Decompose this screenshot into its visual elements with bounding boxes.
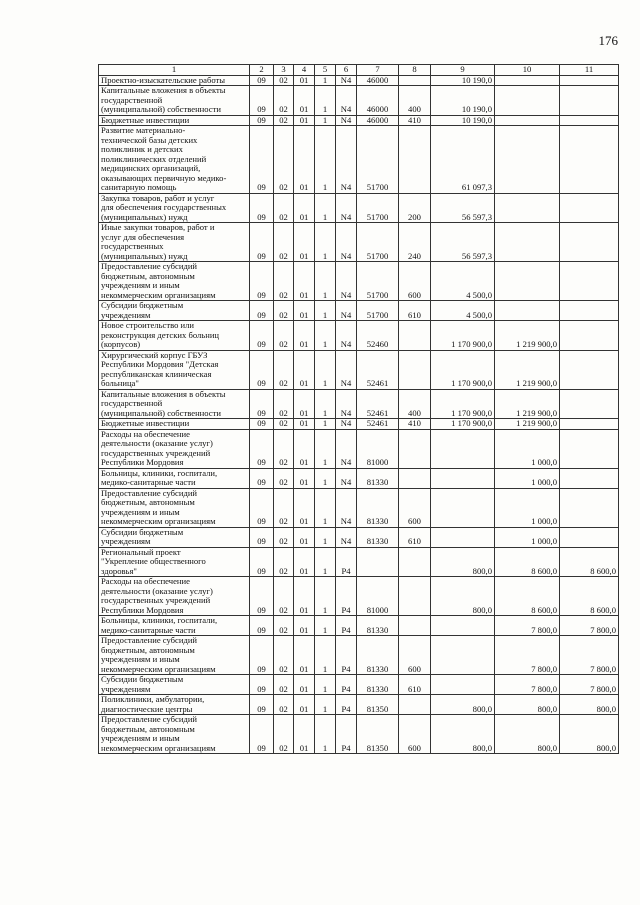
column-header: 7 (357, 65, 399, 76)
amount-col10-cell: 1 000,0 (495, 488, 560, 527)
column-header: 4 (294, 65, 315, 76)
program-cell: 01 (294, 547, 315, 577)
row-name-cell: Новое строительство или реконструкция детских больниц (корпусов) (99, 321, 250, 351)
column-header: 9 (431, 65, 495, 76)
row-name-cell: Бюджетные инвестиции (99, 419, 250, 430)
amount-col10-cell: 800,0 (495, 715, 560, 754)
section-cell: 09 (250, 321, 274, 351)
expense-type-cell (399, 126, 431, 194)
subprogram-cell: 1 (315, 675, 336, 695)
table-row (99, 223, 619, 262)
amount-col11-cell (560, 262, 619, 301)
subprogram-cell: 1 (315, 86, 336, 116)
amount-col10-cell: 1 219 900,0 (495, 321, 560, 351)
section-cell: 09 (250, 301, 274, 321)
amount-col10-cell (495, 193, 560, 223)
subprogram-cell: 1 (315, 321, 336, 351)
subsection-cell: 02 (274, 301, 294, 321)
project-cell: P4 (336, 695, 357, 715)
program-cell: 01 (294, 262, 315, 301)
amount-col10-cell: 7 800,0 (495, 675, 560, 695)
section-cell: 09 (250, 115, 274, 126)
section-cell: 09 (250, 126, 274, 194)
table-row (99, 636, 619, 675)
row-name-cell: Расходы на обеспечение деятельности (оказание услуг) государственных учреждений Республики Мордовия (99, 429, 250, 468)
project-cell: P4 (336, 547, 357, 577)
table-body (99, 75, 619, 754)
row-name-cell: Предоставление субсидий бюджетным, автономным учреждениям и иным некоммерческим организациям (99, 636, 250, 675)
table-row (99, 577, 619, 616)
row-name-cell: Капитальные вложения в объекты государственной (муниципальной) собственности (99, 389, 250, 419)
expense-type-cell: 400 (399, 86, 431, 116)
column-header: 1 (99, 65, 250, 76)
program-cell: 01 (294, 715, 315, 754)
amount-col9-cell (431, 636, 495, 675)
program-cell: 01 (294, 527, 315, 547)
column-header: 8 (399, 65, 431, 76)
amount-col11-cell (560, 193, 619, 223)
amount-col9-cell: 56 597,3 (431, 193, 495, 223)
expense-type-cell: 600 (399, 636, 431, 675)
subsection-cell: 02 (274, 616, 294, 636)
amount-col10-cell: 1 219 900,0 (495, 350, 560, 389)
target-code-cell: 81330 (357, 468, 399, 488)
row-name-cell: Предоставление субсидий бюджетным, автономным учреждениям и иным некоммерческим организациям (99, 262, 250, 301)
subsection-cell: 02 (274, 262, 294, 301)
section-cell: 09 (250, 223, 274, 262)
table-row (99, 419, 619, 430)
target-code-cell: 51700 (357, 193, 399, 223)
program-cell: 01 (294, 577, 315, 616)
amount-col9-cell (431, 429, 495, 468)
table-row (99, 262, 619, 301)
target-code-cell (357, 547, 399, 577)
amount-col9-cell (431, 468, 495, 488)
amount-col9-cell (431, 488, 495, 527)
amount-col11-cell (560, 429, 619, 468)
amount-col11-cell (560, 86, 619, 116)
target-code-cell: 81330 (357, 675, 399, 695)
subsection-cell: 02 (274, 577, 294, 616)
project-cell: N4 (336, 301, 357, 321)
subsection-cell: 02 (274, 193, 294, 223)
expense-type-cell: 600 (399, 262, 431, 301)
project-cell: N4 (336, 126, 357, 194)
section-cell: 09 (250, 616, 274, 636)
amount-col10-cell (495, 86, 560, 116)
project-cell: P4 (336, 577, 357, 616)
project-cell: P4 (336, 636, 357, 675)
project-cell: N4 (336, 262, 357, 301)
expense-type-cell (399, 350, 431, 389)
column-header: 6 (336, 65, 357, 76)
project-cell: N4 (336, 488, 357, 527)
amount-col11-cell: 800,0 (560, 695, 619, 715)
expense-type-cell: 410 (399, 419, 431, 430)
subprogram-cell: 1 (315, 126, 336, 194)
expense-type-cell: 400 (399, 389, 431, 419)
table-row (99, 547, 619, 577)
expense-type-cell (399, 321, 431, 351)
row-name-cell: Развитие материально- технической базы детских поликлиник и детских поликлинических отделений медицинских организаций, оказывающих первичную медико- санитарную помощь (99, 126, 250, 194)
table-row (99, 115, 619, 126)
subprogram-cell: 1 (315, 262, 336, 301)
subsection-cell: 02 (274, 419, 294, 430)
project-cell: N4 (336, 86, 357, 116)
amount-col9-cell: 1 170 900,0 (431, 321, 495, 351)
amount-col10-cell (495, 115, 560, 126)
program-cell: 01 (294, 301, 315, 321)
subsection-cell: 02 (274, 547, 294, 577)
amount-col9-cell: 1 170 900,0 (431, 389, 495, 419)
amount-col11-cell (560, 468, 619, 488)
table-row (99, 86, 619, 116)
target-code-cell: 52461 (357, 350, 399, 389)
amount-col10-cell (495, 75, 560, 86)
row-name-cell: Иные закупки товаров, работ и услуг для обеспечения государственных (муниципальных) нужд (99, 223, 250, 262)
target-code-cell: 81330 (357, 488, 399, 527)
row-name-cell: Расходы на обеспечение деятельности (оказание услуг) государственных учреждений Республики Мордовия (99, 577, 250, 616)
subsection-cell: 02 (274, 350, 294, 389)
row-name-cell: Хирургический корпус ГБУЗ Республики Мордовия "Детская республиканская клиническая больница" (99, 350, 250, 389)
subprogram-cell: 1 (315, 193, 336, 223)
section-cell: 09 (250, 262, 274, 301)
table-row (99, 126, 619, 194)
amount-col10-cell: 1 000,0 (495, 527, 560, 547)
amount-col10-cell (495, 301, 560, 321)
expense-type-cell: 610 (399, 675, 431, 695)
table-row (99, 715, 619, 754)
subsection-cell: 02 (274, 488, 294, 527)
amount-col9-cell: 10 190,0 (431, 86, 495, 116)
amount-col9-cell: 4 500,0 (431, 301, 495, 321)
row-name-cell: Проектно-изыскательские работы (99, 75, 250, 86)
subprogram-cell: 1 (315, 547, 336, 577)
row-name-cell: Субсидии бюджетным учреждениям (99, 675, 250, 695)
subsection-cell: 02 (274, 75, 294, 86)
section-cell: 09 (250, 715, 274, 754)
project-cell: N4 (336, 223, 357, 262)
amount-col9-cell: 4 500,0 (431, 262, 495, 301)
target-code-cell: 51700 (357, 126, 399, 194)
target-code-cell: 81350 (357, 715, 399, 754)
target-code-cell: 46000 (357, 75, 399, 86)
amount-col9-cell: 800,0 (431, 715, 495, 754)
program-cell: 01 (294, 389, 315, 419)
target-code-cell: 51700 (357, 301, 399, 321)
amount-col9-cell: 800,0 (431, 695, 495, 715)
subsection-cell: 02 (274, 527, 294, 547)
program-cell: 01 (294, 616, 315, 636)
target-code-cell: 52461 (357, 389, 399, 419)
amount-col11-cell (560, 527, 619, 547)
project-cell: N4 (336, 429, 357, 468)
table-row (99, 301, 619, 321)
amount-col11-cell (560, 350, 619, 389)
project-cell: N4 (336, 350, 357, 389)
table-row (99, 193, 619, 223)
subsection-cell: 02 (274, 695, 294, 715)
amount-col10-cell (495, 126, 560, 194)
section-cell: 09 (250, 547, 274, 577)
project-cell: N4 (336, 193, 357, 223)
amount-col10-cell: 8 600,0 (495, 547, 560, 577)
expense-type-cell (399, 468, 431, 488)
section-cell: 09 (250, 577, 274, 616)
amount-col9-cell: 10 190,0 (431, 75, 495, 86)
subprogram-cell: 1 (315, 715, 336, 754)
table-header-row (99, 65, 619, 76)
target-code-cell: 81330 (357, 527, 399, 547)
amount-col10-cell: 800,0 (495, 695, 560, 715)
program-cell: 01 (294, 75, 315, 86)
expense-type-cell: 410 (399, 115, 431, 126)
expense-type-cell (399, 75, 431, 86)
table-row (99, 695, 619, 715)
program-cell: 01 (294, 126, 315, 194)
subsection-cell: 02 (274, 389, 294, 419)
target-code-cell: 52460 (357, 321, 399, 351)
program-cell: 01 (294, 223, 315, 262)
expense-type-cell: 200 (399, 193, 431, 223)
section-cell: 09 (250, 695, 274, 715)
row-name-cell: Бюджетные инвестиции (99, 115, 250, 126)
project-cell: N4 (336, 75, 357, 86)
section-cell: 09 (250, 527, 274, 547)
amount-col9-cell: 61 097,3 (431, 126, 495, 194)
row-name-cell: Поликлиники, амбулатории, диагностические центры (99, 695, 250, 715)
target-code-cell: 51700 (357, 262, 399, 301)
subprogram-cell: 1 (315, 527, 336, 547)
table-row (99, 350, 619, 389)
section-cell: 09 (250, 636, 274, 675)
amount-col11-cell: 7 800,0 (560, 675, 619, 695)
subprogram-cell: 1 (315, 488, 336, 527)
subprogram-cell: 1 (315, 636, 336, 675)
section-cell: 09 (250, 350, 274, 389)
subprogram-cell: 1 (315, 223, 336, 262)
budget-table (98, 64, 619, 754)
subprogram-cell: 1 (315, 301, 336, 321)
table-row (99, 488, 619, 527)
amount-col10-cell: 1 000,0 (495, 468, 560, 488)
subprogram-cell: 1 (315, 695, 336, 715)
expense-type-cell: 610 (399, 301, 431, 321)
expense-type-cell (399, 577, 431, 616)
amount-col10-cell: 1 000,0 (495, 429, 560, 468)
column-header: 10 (495, 65, 560, 76)
amount-col10-cell (495, 262, 560, 301)
row-name-cell: Больницы, клиники, госпитали, медико-санитарные части (99, 468, 250, 488)
column-header: 3 (274, 65, 294, 76)
project-cell: N4 (336, 419, 357, 430)
row-name-cell: Капитальные вложения в объекты государственной (муниципальной) собственности (99, 86, 250, 116)
subprogram-cell: 1 (315, 429, 336, 468)
table-row (99, 389, 619, 419)
project-cell: P4 (336, 616, 357, 636)
subprogram-cell: 1 (315, 389, 336, 419)
row-name-cell: Субсидии бюджетным учреждениям (99, 527, 250, 547)
subprogram-cell: 1 (315, 468, 336, 488)
section-cell: 09 (250, 389, 274, 419)
subsection-cell: 02 (274, 675, 294, 695)
subprogram-cell: 1 (315, 577, 336, 616)
program-cell: 01 (294, 419, 315, 430)
program-cell: 01 (294, 695, 315, 715)
subsection-cell: 02 (274, 321, 294, 351)
table-row (99, 429, 619, 468)
amount-col10-cell: 1 219 900,0 (495, 419, 560, 430)
amount-col11-cell (560, 321, 619, 351)
expense-type-cell: 600 (399, 715, 431, 754)
section-cell: 09 (250, 429, 274, 468)
program-cell: 01 (294, 115, 315, 126)
amount-col9-cell (431, 675, 495, 695)
subprogram-cell: 1 (315, 616, 336, 636)
row-name-cell: Субсидии бюджетным учреждениям (99, 301, 250, 321)
amount-col11-cell: 8 600,0 (560, 547, 619, 577)
project-cell: N4 (336, 389, 357, 419)
section-cell: 09 (250, 488, 274, 527)
amount-col10-cell: 7 800,0 (495, 636, 560, 675)
amount-col9-cell (431, 616, 495, 636)
column-header: 2 (250, 65, 274, 76)
amount-col11-cell: 8 600,0 (560, 577, 619, 616)
amount-col9-cell: 800,0 (431, 547, 495, 577)
amount-col11-cell (560, 126, 619, 194)
subsection-cell: 02 (274, 636, 294, 675)
amount-col11-cell: 800,0 (560, 715, 619, 754)
column-header: 11 (560, 65, 619, 76)
amount-col11-cell (560, 301, 619, 321)
project-cell: P4 (336, 675, 357, 695)
page-number: 176 (598, 33, 618, 48)
target-code-cell: 52461 (357, 419, 399, 430)
section-cell: 09 (250, 419, 274, 430)
section-cell: 09 (250, 675, 274, 695)
table-row (99, 527, 619, 547)
row-name-cell: Предоставление субсидий бюджетным, автономным учреждениям и иным некоммерческим организациям (99, 488, 250, 527)
amount-col11-cell (560, 75, 619, 86)
target-code-cell: 81000 (357, 577, 399, 616)
subprogram-cell: 1 (315, 419, 336, 430)
row-name-cell: Предоставление субсидий бюджетным, автономным учреждениям и иным некоммерческим организациям (99, 715, 250, 754)
program-cell: 01 (294, 321, 315, 351)
program-cell: 01 (294, 350, 315, 389)
subsection-cell: 02 (274, 86, 294, 116)
amount-col10-cell: 1 219 900,0 (495, 389, 560, 419)
amount-col11-cell (560, 389, 619, 419)
table-row (99, 468, 619, 488)
section-cell: 09 (250, 75, 274, 86)
target-code-cell: 81330 (357, 616, 399, 636)
amount-col11-cell (560, 488, 619, 527)
table-row (99, 616, 619, 636)
program-cell: 01 (294, 86, 315, 116)
expense-type-cell: 600 (399, 488, 431, 527)
amount-col9-cell: 10 190,0 (431, 115, 495, 126)
row-name-cell: Больницы, клиники, госпитали, медико-санитарные части (99, 616, 250, 636)
subsection-cell: 02 (274, 115, 294, 126)
section-cell: 09 (250, 468, 274, 488)
project-cell: N4 (336, 527, 357, 547)
amount-col9-cell: 1 170 900,0 (431, 419, 495, 430)
table-row (99, 75, 619, 86)
amount-col10-cell: 7 800,0 (495, 616, 560, 636)
expense-type-cell (399, 547, 431, 577)
program-cell: 01 (294, 488, 315, 527)
subsection-cell: 02 (274, 468, 294, 488)
target-code-cell: 81330 (357, 636, 399, 675)
project-cell: N4 (336, 321, 357, 351)
amount-col9-cell: 1 170 900,0 (431, 350, 495, 389)
subsection-cell: 02 (274, 126, 294, 194)
subsection-cell: 02 (274, 223, 294, 262)
column-header: 5 (315, 65, 336, 76)
program-cell: 01 (294, 429, 315, 468)
expense-type-cell (399, 695, 431, 715)
program-cell: 01 (294, 675, 315, 695)
subprogram-cell: 1 (315, 75, 336, 86)
table-row (99, 321, 619, 351)
program-cell: 01 (294, 193, 315, 223)
amount-col11-cell: 7 800,0 (560, 636, 619, 675)
subprogram-cell: 1 (315, 115, 336, 126)
target-code-cell: 81350 (357, 695, 399, 715)
amount-col10-cell: 8 600,0 (495, 577, 560, 616)
section-cell: 09 (250, 86, 274, 116)
program-cell: 01 (294, 468, 315, 488)
project-cell: N4 (336, 115, 357, 126)
subsection-cell: 02 (274, 715, 294, 754)
section-cell: 09 (250, 193, 274, 223)
amount-col10-cell (495, 223, 560, 262)
amount-col11-cell (560, 419, 619, 430)
amount-col9-cell: 56 597,3 (431, 223, 495, 262)
amount-col11-cell (560, 115, 619, 126)
program-cell: 01 (294, 636, 315, 675)
project-cell: N4 (336, 468, 357, 488)
expense-type-cell: 610 (399, 527, 431, 547)
target-code-cell: 46000 (357, 86, 399, 116)
amount-col9-cell: 800,0 (431, 577, 495, 616)
expense-type-cell: 240 (399, 223, 431, 262)
row-name-cell: Закупка товаров, работ и услуг для обеспечения государственных (муниципальных) нужд (99, 193, 250, 223)
subsection-cell: 02 (274, 429, 294, 468)
target-code-cell: 81000 (357, 429, 399, 468)
amount-col11-cell (560, 223, 619, 262)
subprogram-cell: 1 (315, 350, 336, 389)
table-row (99, 675, 619, 695)
project-cell: P4 (336, 715, 357, 754)
target-code-cell: 51700 (357, 223, 399, 262)
target-code-cell: 46000 (357, 115, 399, 126)
expense-type-cell (399, 429, 431, 468)
amount-col9-cell (431, 527, 495, 547)
amount-col11-cell: 7 800,0 (560, 616, 619, 636)
row-name-cell: Региональный проект "Укрепление общественного здоровья" (99, 547, 250, 577)
expense-type-cell (399, 616, 431, 636)
